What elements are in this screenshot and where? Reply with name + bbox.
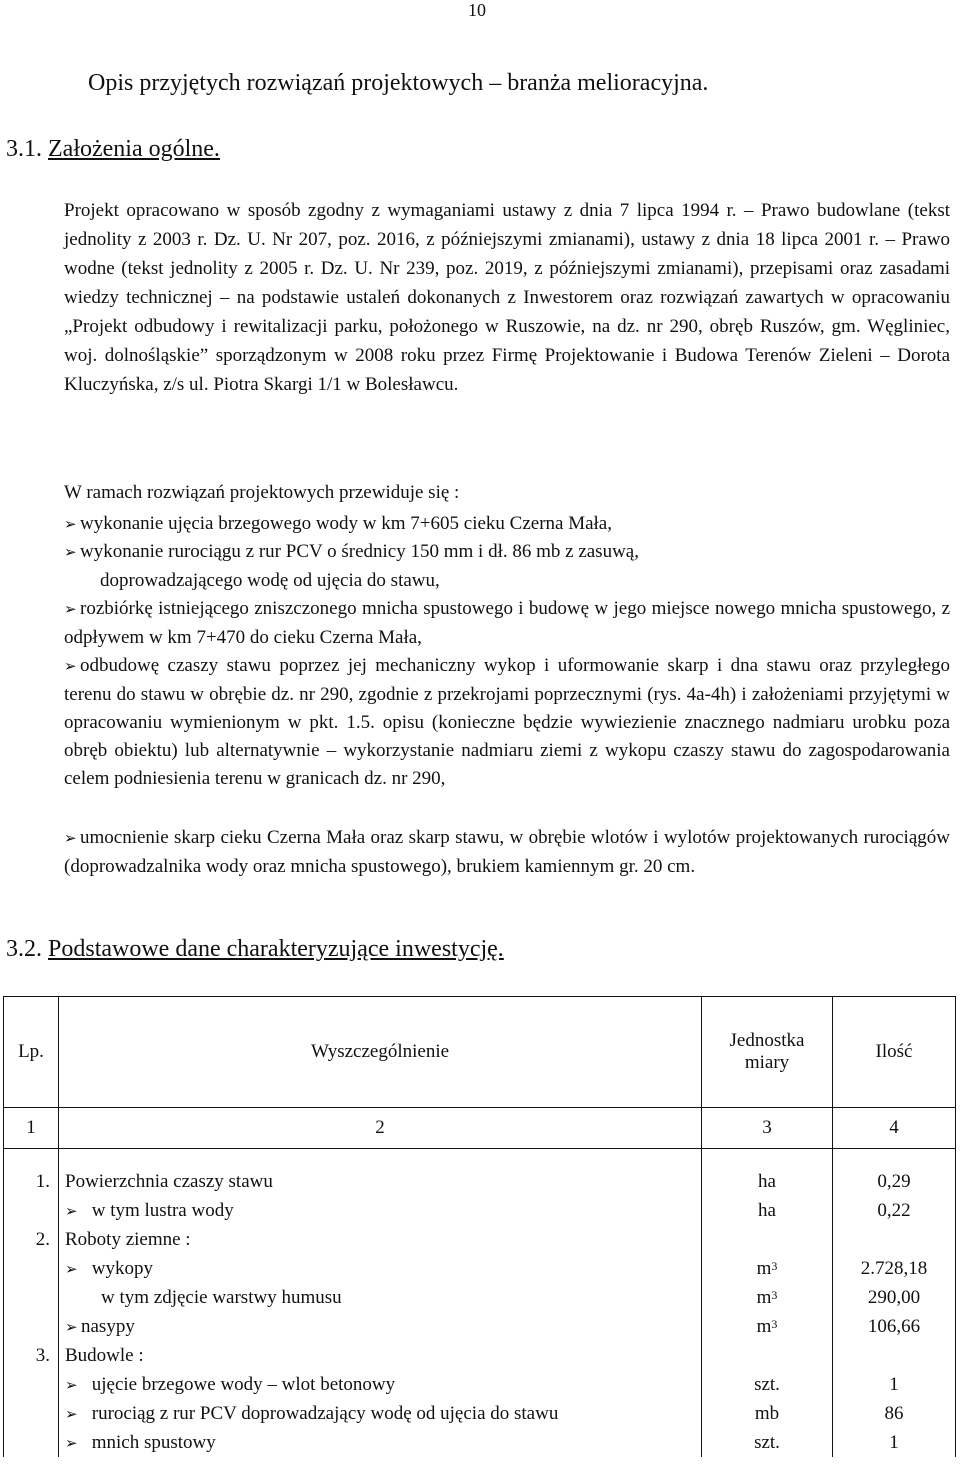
quantity-column: [833, 1149, 956, 1458]
arrow-bullet-icon: ➢: [65, 1378, 78, 1394]
arrow-bullet-icon: ➢: [64, 602, 77, 618]
row-quantity: 0,29: [877, 1171, 911, 1192]
row-description-text: wykopy: [91, 1258, 153, 1279]
header-quantity: Ilość: [833, 997, 956, 1108]
arrow-bullet-icon: ➢: [64, 517, 77, 533]
row-description-text: Roboty ziemne :: [65, 1229, 191, 1250]
row-description-text: mnich spustowy: [91, 1432, 216, 1453]
row-description-text: w tym lustra wody: [91, 1200, 234, 1221]
column-number: 3: [702, 1108, 833, 1149]
paragraph-legal-basis: Projekt opracowano w sposób zgodny z wymaganiami ustawy z dnia 7 lipca 1994 r. – Prawo budowlane (tekst jednolity z 2003 r. Dz. U. Nr 207, poz. 2016, z późniejszymi zmianami), ustawy z dnia 18 lipca 2001 r. – Prawo wodne (tekst jednolity z 2005 r. Dz. U. Nr 239, poz. 2019, z późniejszymi zmianami), przepisami oraz zasadami wiedzy technicznej – na podstawie ustaleń dokonanych z Inwestorem oraz rozwiązań zawartych w opracowaniu „Projekt odbudowy i rewitalizacji parku, położonego w Ruszowie, na dz. nr 290, obręb Ruszów, gm. Węgliniec, woj. dolnośląskie” sporządzonym w 2008 roku przez Firmę Projektowanie i Budowa Terenów Zieleni – Dorota Kluczyńska, z/s ul. Piotra Skargi 1/1 w Bolesławcu.: [64, 200, 950, 395]
column-number: 2: [59, 1108, 702, 1149]
arrow-bullet-icon: ➢: [65, 1262, 78, 1278]
row-description-text: nasypy: [81, 1316, 135, 1337]
bullet-text: wykonanie rurociągu z rur PCV o średnicy 150 mm i dł. 86 mb z zasuwą,: [80, 541, 639, 562]
row-lp: 2.: [35, 1229, 50, 1250]
table-header-row: [4, 997, 956, 1108]
section-number: 3.2.: [6, 936, 42, 962]
row-lp: [10, 1370, 52, 1399]
table-body-row: [4, 1149, 956, 1458]
table-column-number-row: [4, 1108, 956, 1149]
section-number: 3.1.: [6, 136, 42, 162]
row-unit: $m^3$: [756, 1316, 778, 1337]
section-title: Podstawowe dane charakteryzujące inwestycję.: [48, 936, 504, 962]
header-lp: Lp.: [4, 997, 59, 1108]
row-lp: [10, 1428, 52, 1457]
row-description: [65, 1225, 695, 1254]
row-unit: ha: [758, 1171, 776, 1192]
section-heading-3-2: [6, 936, 504, 963]
row-description: [65, 1196, 695, 1225]
arrow-bullet-icon: ➢: [65, 1436, 78, 1452]
arrow-bullet-icon: ➢: [65, 1204, 78, 1220]
column-number: 1: [4, 1108, 59, 1149]
bullet-item: [64, 538, 950, 595]
row-unit: $m^3$: [756, 1287, 778, 1308]
row-description: [65, 1167, 695, 1196]
row-quantity: [839, 1225, 949, 1254]
arrow-bullet-icon: ➢: [65, 1407, 78, 1423]
row-lp: [10, 1283, 52, 1312]
row-unit: szt.: [754, 1374, 780, 1395]
row-description-text: Budowle :: [65, 1345, 144, 1366]
column-number: 4: [833, 1108, 956, 1149]
bullet-text: rozbiórkę istniejącego zniszczonego mnicha spustowego i budowę w jego miejsce nowego mnicha spustowego, z odpływem w km 7+470 do cieku Czerna Mała,: [64, 598, 950, 648]
arrow-bullet-icon: ➢: [64, 659, 77, 675]
bullet-text: odbudowę czaszy stawu poprzez jej mechaniczny wykop i uformowanie skarp i dna stawu oraz przyległego terenu do stawu w obrębie dz. nr 290, zgodnie z przekrojami poprzecznymi (rys. 4a-4h) i założeniami przyjętymi w opracowaniu wymienionym w pkt. 1.5. opisu (konieczne będzie wywiezienie znacznego nadmiaru urobku poza obręb obiektu) lub alternatywnie – wykorzystanie nadmiaru ziemi z wykopu czaszy stawu do zagospodarowania celem podniesienia terenu w granicach dz. nr 290,: [64, 655, 950, 789]
row-unit: [708, 1341, 826, 1370]
row-lp: 3.: [35, 1345, 50, 1366]
row-quantity: 106,66: [867, 1316, 921, 1337]
row-unit: mb: [754, 1403, 780, 1424]
row-description: [65, 1312, 695, 1341]
arrow-bullet-icon: ➢: [64, 545, 77, 561]
unit-superscript: 3: [771, 1259, 778, 1273]
unit-superscript: 3: [771, 1317, 778, 1331]
row-quantity: [839, 1341, 949, 1370]
row-unit: [708, 1225, 826, 1254]
row-unit: szt.: [754, 1432, 780, 1453]
bullet-item: [64, 595, 950, 652]
header-description: Wyszczególnienie: [59, 997, 702, 1108]
row-unit: $m^3$: [756, 1258, 778, 1279]
row-lp: [10, 1399, 52, 1428]
row-quantity: 1: [889, 1374, 899, 1395]
description-column: [59, 1149, 702, 1458]
section-heading-3-1: [6, 136, 220, 163]
row-quantity: 86: [884, 1403, 904, 1424]
lp-column: [4, 1149, 59, 1458]
document-title: Opis przyjętych rozwiązań projektowych – branża melioracyjna.: [88, 70, 709, 96]
row-lp: 1.: [35, 1171, 50, 1192]
bullet-text: wykonanie ujęcia brzegowego wody w km 7+605 cieku Czerna Mała,: [80, 513, 612, 534]
investment-data-table: [3, 996, 956, 1457]
row-lp: [10, 1254, 52, 1283]
row-description: [65, 1283, 695, 1312]
bullet-item: [64, 824, 950, 881]
row-description-text: Powierzchnia czaszy stawu: [65, 1171, 273, 1192]
row-quantity: 290,00: [867, 1287, 921, 1308]
row-quantity: 0,22: [877, 1200, 911, 1221]
row-lp: [10, 1196, 52, 1225]
row-lp: [10, 1312, 52, 1341]
row-quantity: 2.728,18: [860, 1258, 928, 1279]
arrow-bullet-icon: ➢: [65, 1320, 78, 1336]
header-unit: Jednostka miary: [702, 997, 833, 1108]
row-quantity: 1: [889, 1432, 899, 1453]
arrow-bullet-icon: ➢: [64, 831, 77, 847]
row-description-text: rurociąg z rur PCV doprowadzający wodę od ujęcia do stawu: [91, 1403, 559, 1424]
unit-superscript: 3: [771, 1288, 778, 1302]
bullet-continuation: doprowadzającego wodę od ujęcia do stawu,: [100, 570, 440, 591]
row-description: [65, 1341, 695, 1370]
row-description-text: ujęcie brzegowe wody – wlot betonowy: [91, 1374, 396, 1395]
row-unit: ha: [758, 1200, 776, 1221]
row-description: [65, 1399, 695, 1428]
row-description: [65, 1428, 695, 1457]
row-description: [65, 1370, 695, 1399]
page-number: 10: [468, 0, 486, 20]
bullet-text: umocnienie skarp cieku Czerna Mała oraz skarp stawu, w obrębie wlotów i wylotów projektowanych rurociągów (doprowadzalnika wody oraz mnicha spustowego), brukiem kamiennym gr. 20 cm.: [64, 827, 950, 877]
row-description-text: w tym zdjęcie warstwy humusu: [101, 1287, 342, 1308]
bullet-item: [64, 510, 950, 539]
bullet-item: [64, 652, 950, 793]
unit-column: [702, 1149, 833, 1458]
solutions-intro: W ramach rozwiązań projektowych przewiduje się :: [64, 482, 460, 503]
row-description: [65, 1254, 695, 1283]
section-title: Założenia ogólne.: [48, 136, 220, 162]
